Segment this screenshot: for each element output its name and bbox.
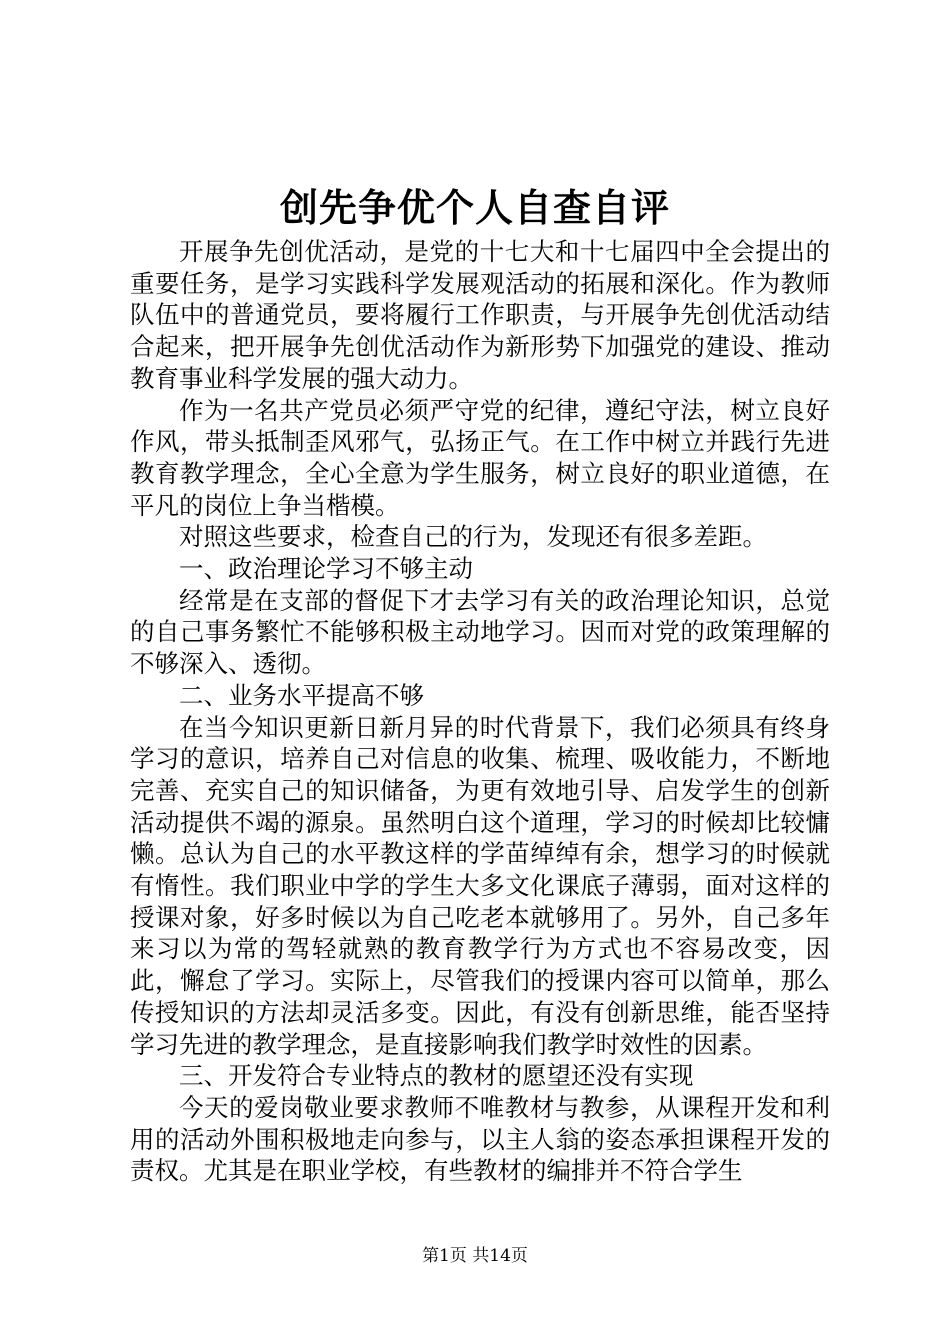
section-heading-2: 二、业务水平提高不够: [179, 680, 424, 710]
section-heading-3: 三、开发符合专业特点的教材的愿望还没有实现: [179, 1061, 694, 1091]
document-title: 创先争优个人自查自评: [279, 185, 670, 230]
page-footer: 第1页 共14页: [422, 1246, 528, 1266]
paragraph-section-2: 在当今知识更新日新月异的时代背景下，我们必须具有终身学习的意识，培养自己对信息的收集、梳理、吸收能力，不断地完善、充实自己的知识储备，为更有效地引导、启发学生的创新活动提供不竭的源泉。虽然明白这个道理，学习的时候却比较慵懒。总认为自己的水平教这样的学苗绰绰有余，想学习的时候就有惰性。我们职业中学的学生大多文化课底子薄弱，面对这样的授课对象，好多时候以为自己吃老本就够用了。另外，自己多年来习以为常的驾轻就熟的教育教学行为方式也不容易改变，因此，懈怠了学习。实际上，尽管我们的授课内容可以简单，那么传授知识的方法却灵活多变。因此，有没有创新思维，能否坚持学习先进的教学理念，是直接影响我们教学时效性的因素。: [130, 712, 830, 1059]
paragraph-gap: 对照这些要求，检查自己的行为，发现还有很多差距。: [179, 522, 767, 552]
paragraph-section-3: 今天的爱岗敬业要求教师不唯教材与教参，从课程开发和利用的活动外围积极地走向参与，以主人翁的姿态承担课程开发的责权。尤其是在职业学校，有些教材的编排并不符合学生: [130, 1092, 830, 1186]
document-body: [130, 236, 830, 1187]
paragraph-section-1: 经常是在支部的督促下才去学习有关的政治理论知识，总觉的自己事务繁忙不能够积极主动地学习。因而对党的政策理解的不够深入、透彻。: [130, 585, 830, 679]
paragraph-intro: 开展争先创优活动，是党的十七大和十七届四中全会提出的重要任务，是学习实践科学发展观活动的拓展和深化。作为教师队伍中的普通党员，要将履行工作职责，与开展争先创优活动结合起来，把开展争先创优活动作为新形势下加强党的建设、推动教育事业科学发展的强大动力。: [130, 237, 830, 393]
section-heading-1: 一、政治理论学习不够主动: [179, 554, 473, 584]
paragraph-party-member: 作为一名共产党员必须严守党的纪律，遵纪守法，树立良好作风，带头抵制歪风邪气，弘扬正气。在工作中树立并践行先进教育教学理念，全心全意为学生服务，树立良好的职业道德，在平凡的岗位上争当楷模。: [130, 395, 830, 520]
